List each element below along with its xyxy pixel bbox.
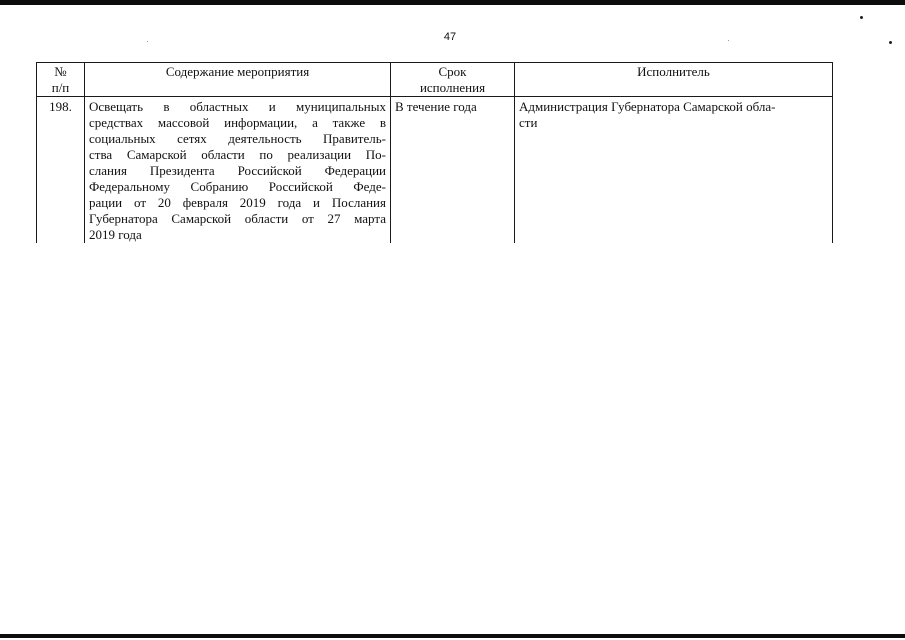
row-deadline: В течение года — [391, 97, 515, 244]
scan-speck — [147, 41, 148, 42]
scan-speck — [860, 16, 863, 19]
header-content — [85, 63, 391, 97]
table-row — [37, 97, 833, 244]
executor-line: Администрация Губернатора Самарской обла- — [519, 99, 776, 114]
row-number: 198. — [37, 97, 85, 244]
scan-speck — [889, 41, 892, 44]
row-content — [85, 97, 391, 244]
row-executor — [515, 97, 833, 244]
header-number — [37, 63, 85, 97]
page-number: 47 — [443, 31, 457, 43]
table-header-row — [37, 63, 833, 97]
scan-border-bottom — [0, 634, 905, 638]
scan-speck — [728, 40, 729, 41]
executor-line: сти — [519, 115, 538, 130]
header-deadline-line-1: Срок — [438, 64, 467, 79]
content-line: ства Самарской области по реализации По- — [89, 147, 386, 162]
measures-table — [36, 62, 833, 243]
header-number-line-2: п/п — [51, 80, 70, 95]
content-line: Федеральному Собранию Российской Феде- — [89, 179, 386, 194]
scan-border-top — [0, 0, 905, 5]
header-content-label: Содержание мероприятия — [165, 64, 310, 79]
content-line: рации от 20 февраля 2019 года и Послания — [89, 195, 386, 210]
content-line: Освещать в областных и муниципальных — [89, 99, 386, 114]
content-line: средствах массовой информации, а также в — [89, 115, 386, 130]
header-deadline — [391, 63, 515, 97]
content-line: социальных сетях деятельность Правитель- — [89, 131, 386, 146]
header-number-line-1: № — [54, 64, 67, 79]
header-deadline-line-2: исполнения — [419, 80, 486, 95]
header-executor — [515, 63, 833, 97]
content-line: 2019 года — [89, 227, 142, 242]
header-executor-label: Исполнитель — [637, 64, 710, 79]
content-line: Губернатора Самарской области от 27 марта — [89, 211, 386, 226]
content-line: слания Президента Российской Федерации — [89, 163, 386, 178]
